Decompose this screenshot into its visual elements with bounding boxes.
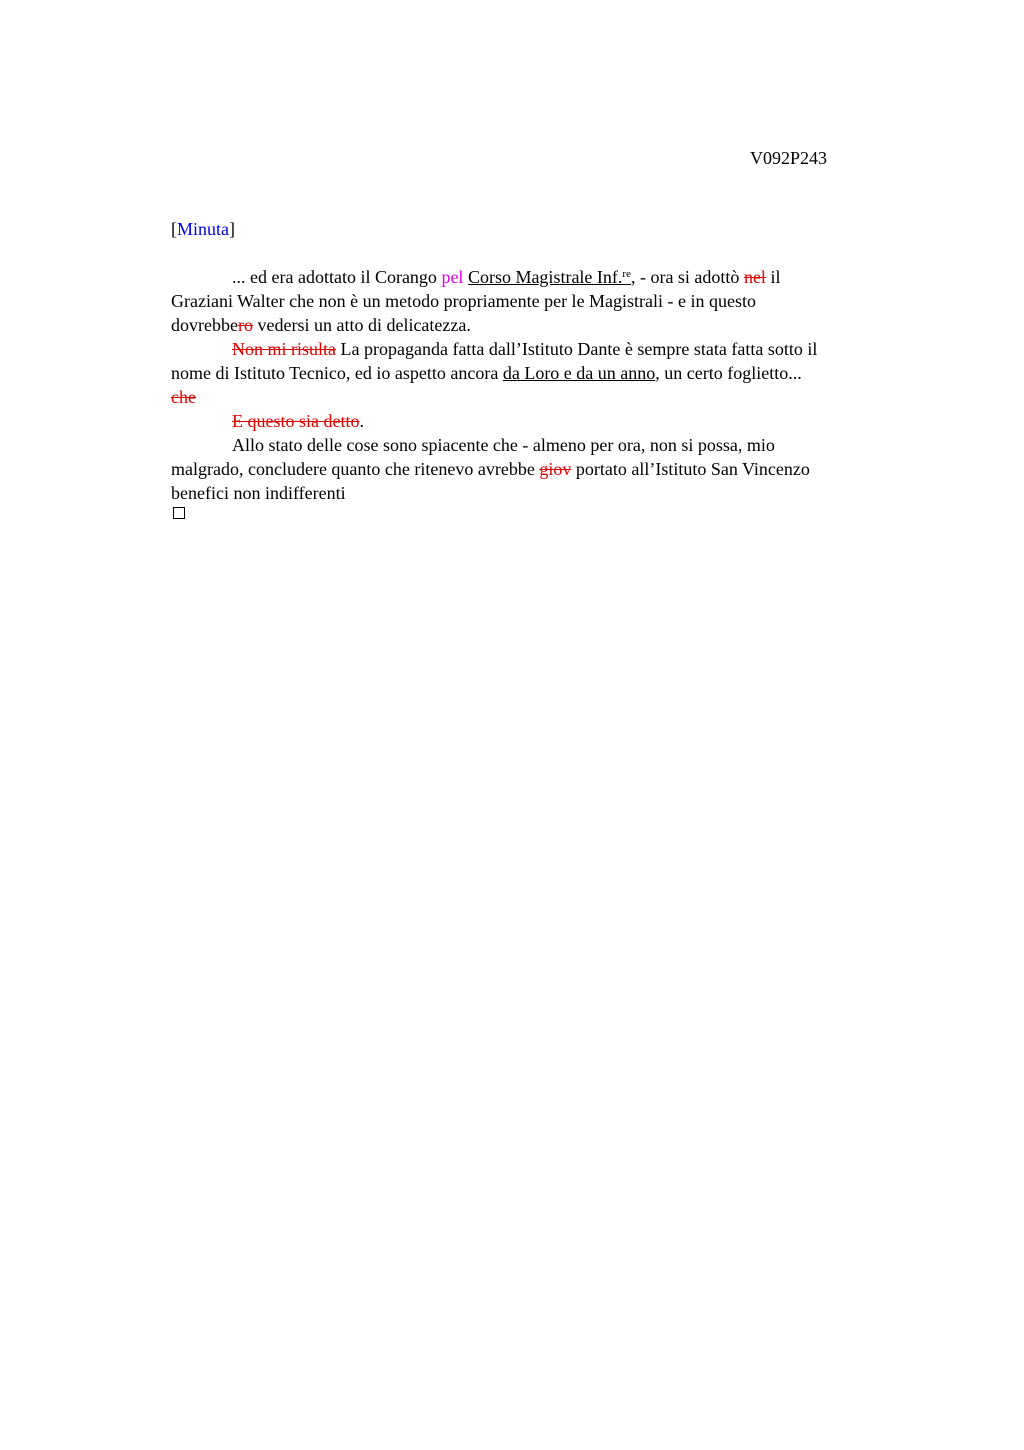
text-run: . (359, 411, 364, 431)
p4-line-3: benefici non indifferenti (171, 483, 346, 503)
inserted-word: pel (441, 267, 464, 287)
p1-line-2: Graziani Walter che non è un metodo propriamente per le Magistrali - e in questo (171, 291, 757, 311)
deleted-word: che (171, 387, 196, 407)
p2-line-3 (171, 385, 911, 409)
text-run: ... ed era adottato il Corango (232, 267, 442, 287)
text-run: , un certo foglietto... (655, 363, 802, 383)
p3-line-1 (171, 409, 911, 433)
underlined-phrase: da Loro e da un anno (502, 363, 656, 383)
deleted-suffix: ro (237, 315, 253, 335)
text-run: nome di Istituto Tecnico, ed io aspetto ancora (171, 363, 503, 383)
superscript: re (622, 268, 631, 280)
page-id: V092P243 (750, 148, 828, 168)
underlined-run: Corso Magistrale Inf. (467, 267, 623, 287)
deleted-phrase: E questo sia detto (232, 411, 360, 431)
heading-label: Minuta (177, 219, 229, 239)
deleted-phrase: Non mi risulta (232, 339, 336, 359)
document-heading (171, 218, 235, 240)
text-run: portato all’Istituto San Vincenzo (571, 459, 810, 479)
p2-line-2 (171, 361, 911, 385)
checkbox-square-icon (173, 507, 185, 519)
p1-line-3 (171, 313, 911, 337)
p4-line-1: Allo stato delle cose sono spiacente che - almeno per ora, non si possa, mio (232, 435, 775, 455)
p2-line-1 (171, 337, 911, 361)
underlined-text (468, 267, 631, 287)
text-run: il (765, 267, 781, 287)
deleted-word: giov (539, 459, 572, 479)
text-run: malgrado, concludere quanto che ritenevo avrebbe (171, 459, 540, 479)
p4-line-2 (171, 457, 911, 481)
heading-bracket-close: ] (229, 219, 235, 239)
text-run: , - ora si adottò (630, 267, 744, 287)
p1-line-1 (171, 265, 911, 289)
text-run: vedersi un atto di delicatezza. (252, 315, 471, 335)
deleted-word: nel (743, 267, 766, 287)
letter-body (171, 265, 911, 505)
text-run: dovrebbe (171, 315, 238, 335)
text-run: La propaganda fatta dall’Istituto Dante è sempre stata fatta sotto il (336, 339, 818, 359)
heading-bracket-open: [ (171, 219, 177, 239)
